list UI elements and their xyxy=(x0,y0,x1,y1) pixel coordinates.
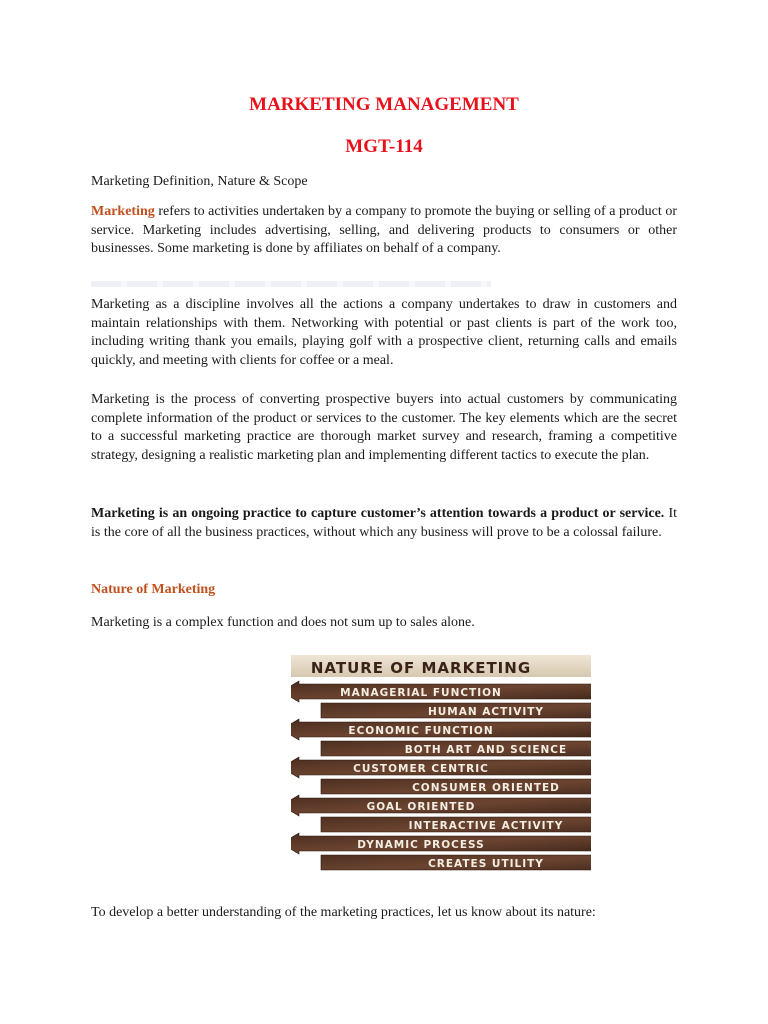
arrow-label: GOAL ORIENTED xyxy=(366,801,476,813)
arrow-label: ECONOMIC FUNCTION xyxy=(348,725,494,737)
arrow-label: INTERACTIVE ACTIVITY xyxy=(408,820,564,832)
arrow-label: CREATES UTILITY xyxy=(428,858,544,870)
nature-intro: Marketing is a complex function and does not sum up to sales alone. xyxy=(91,615,475,630)
faint-artifact-line xyxy=(91,281,491,287)
ongoing-bold-text: Marketing is an ongoing practice to capture customer’s attention towards a product or service. xyxy=(91,506,665,521)
paragraph-ongoing xyxy=(91,505,677,542)
diagram-title: NATURE OF MARKETING xyxy=(310,659,532,677)
ongoing-text: It is the core of all the business practices, without which any business will prove to be a colossal failure. xyxy=(91,506,677,540)
arrow-label: MANAGERIAL FUNCTION xyxy=(340,687,502,699)
lead-term: Marketing xyxy=(91,204,155,219)
paragraph-definition xyxy=(91,203,677,259)
document-title: MARKETING MANAGEMENT xyxy=(249,94,519,115)
arrow-label: DYNAMIC PROCESS xyxy=(357,839,485,851)
section-heading-nature: Nature of Marketing xyxy=(91,582,216,597)
arrow-label: BOTH ART AND SCIENCE xyxy=(404,744,568,756)
arrow-label: HUMAN ACTIVITY xyxy=(427,706,545,718)
course-code: MGT-114 xyxy=(345,136,423,157)
nature-of-marketing-diagram xyxy=(291,651,591,889)
arrow-label: CONSUMER ORIENTED xyxy=(412,782,560,794)
definition-text: refers to activities undertaken by a company to promote the buying or selling of a product or service. Marketing includes advertising, selling, and delivering products to consumers or other businesses. Some marketing is done by affiliates on behalf of a company. xyxy=(91,204,677,256)
paragraph-process: Marketing is the process of converting prospective buyers into actual customers by communicating complete information of the product or services to the customer. The key elements which are the secret to a successful marketing practice are thorough market survey and research, framing a competitive strategy, designing a realistic marketing plan and implementing different tactics to execute the plan. xyxy=(91,392,677,463)
paragraph-discipline: Marketing as a discipline involves all the actions a company undertakes to draw in customers and maintain relationships with them. Networking with potential or past clients is part of the work too, including writing thank you emails, playing golf with a prospective client, returning calls and emails quickly, and meeting with clients for coffee or a meal. xyxy=(91,297,677,368)
closing-sentence: To develop a better understanding of the marketing practices, let us know about its nature: xyxy=(91,905,596,920)
arrow-list xyxy=(291,681,591,873)
document-subtitle: Marketing Definition, Nature & Scope xyxy=(91,174,308,189)
arrow-label: CUSTOMER CENTRIC xyxy=(353,763,489,775)
